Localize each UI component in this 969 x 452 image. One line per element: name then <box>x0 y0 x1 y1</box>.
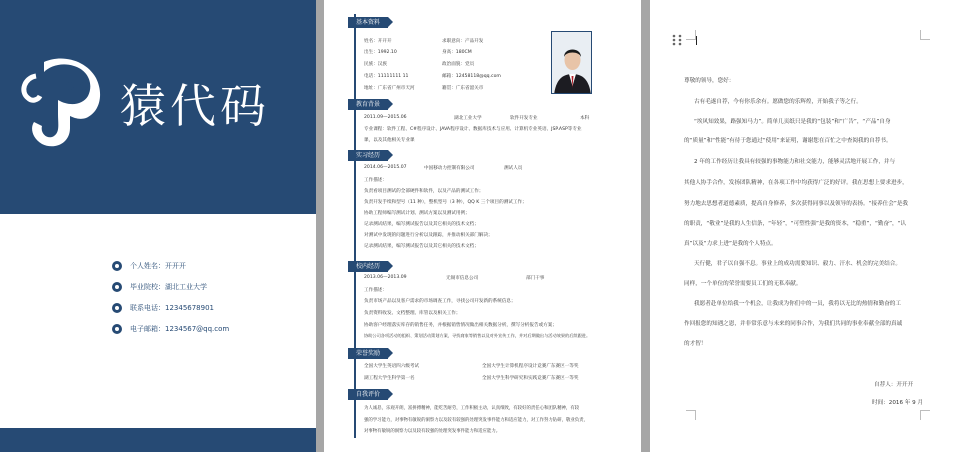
campus-line-2: 负责市场产品以及客户需求的市场调查工作，寻找公司开发新的系统信息； <box>364 299 516 304</box>
school-icon <box>112 282 122 292</box>
award-4: 全国大学生科学研究和实践竞赛广东赛区一等奖 <box>482 376 579 381</box>
section-campus: 校内经历 <box>348 261 388 272</box>
cover-bottom-band <box>0 428 316 452</box>
self-line-1: 为人诚恳，乐观开朗，富拼搏精神，能吃苦耐劳，工作积极主动，认真细致，有较好的责任心和团队精神，有较 <box>364 406 580 411</box>
letter-line-3: “埃风知效果，路强知马力”。简单几页纸只是我的“包装”和“广告”，“产品”自身 <box>694 119 891 125</box>
letter-line-12: 我愿者赴单位给我一个机会，让我成为你们中的一员，我将以无比的热情和勤奋的工 <box>694 301 901 307</box>
person-photo-icon <box>552 32 592 94</box>
letter-line-1: 尊敬的领导，您好： <box>684 78 735 84</box>
intern-role: 测试人员 <box>504 166 523 171</box>
intern-company: 中国移动力控制有限公司 <box>424 166 475 171</box>
letter-line-9: 真”以及“力求上进”是我的个人特点。 <box>684 241 777 247</box>
info-name: 个人姓名：开开开 <box>130 262 186 270</box>
intern-line-2: 负责看项目测试的全部硬件和软件，以及产品的测试工作； <box>364 189 484 194</box>
info-phone: 联系电话：12345678901 <box>130 304 214 312</box>
info-row-email <box>112 323 229 335</box>
self-line-3: 对事物有敏锐的洞察力以及较有较强的处理突发事件能力和适应能力。 <box>364 429 501 434</box>
letter-line-4: 的“质量”和“性能”有待于您通过“使用”来证明，谢谢您在百忙之中查阅我的自荐书。 <box>684 138 892 144</box>
intern-line-7: 记录测试结果，编写测试报告以及其它相关的技术文档； <box>364 244 479 249</box>
cover-info-list <box>112 260 229 344</box>
campus-role: 部门干事 <box>526 276 545 281</box>
basic-left-2: 出生：1992.10 <box>364 50 397 55</box>
section-basic: 基本资料 <box>348 17 388 28</box>
edu-degree: 本科 <box>580 116 590 121</box>
mail-icon <box>112 324 122 334</box>
drag-handle-icon[interactable] <box>672 34 682 46</box>
person-icon <box>112 261 122 271</box>
section-self: 自我评价 <box>348 389 388 400</box>
self-line-2: 强的学习能力，对事物有敏锐的洞察力以及较有较强的处理突发事件能力和适应能力，对工作努力钻研，敬业负责， <box>364 418 588 423</box>
basic-right-4: 邮箱：12458118@qq.com <box>442 74 501 79</box>
margin-corner-tl <box>686 30 696 40</box>
resume-page <box>324 0 641 452</box>
info-email: 电子邮箱：1234567@qq.com <box>130 325 230 333</box>
intern-line-5: 记录测试结果，编写测试报告以及其它相关的技术文档； <box>364 222 479 227</box>
campus-line-3: 负责资料收发、文档整理、库管以及相关工作； <box>364 311 461 316</box>
edu-line-2: 课，以及其他相关专业课 <box>364 138 415 143</box>
letter-line-7: 努力地去思想者道德素质，提高自身修养，多次获得同事以及领导的表扬。“接养仕会”是我 <box>684 201 908 207</box>
letter-line-2: 古有毛遂自荐，今有你乐余有。愿做您的乐辉煌，开始我子等之行。 <box>694 99 862 105</box>
intern-line-4: 协助工程师编写测试计划、测试方案以及测试用例； <box>364 211 470 216</box>
campus-date: 2013.06—2013.09 <box>364 275 407 280</box>
letter-line-11: 同样，一个单位的荣誉需要员工们的无私奉献。 <box>684 281 802 287</box>
intern-line-1: 工作描述： <box>364 178 387 183</box>
campus-line-4: 协助客户经理落实库存的销售任务，并根据销售情况做出相关数据分析，撰写分析报告或方案； <box>364 323 557 328</box>
monkey-logo-icon <box>14 56 106 152</box>
margin-corner-br <box>920 410 930 420</box>
award-1: 全国大学生英语四六级考试 <box>364 364 420 369</box>
intern-line-6: 对测试中发现的问题进行分析以及跟踪，并推动相关部门解决； <box>364 233 493 238</box>
edu-major: 软件开发专业 <box>510 116 538 121</box>
letter-line-10: 天行健，君子以自强不息。事业上的成功需要知识、毅力、汗水、机会的完美结合。 <box>694 261 901 267</box>
letter-line-8: 的职责，“敬业”是我的人生信条，“年轻”，“可塑性强”是我的资本，“稳重”，“勤奋”，“认 <box>684 221 907 227</box>
basic-right-1: 求职意向：产品开发 <box>442 39 484 44</box>
basic-right-3: 政治面貌：党员 <box>442 62 475 67</box>
letter-line-14: 的才智！ <box>684 341 707 347</box>
section-education: 教育背景 <box>348 99 388 110</box>
basic-left-1: 姓名：开开开 <box>364 39 392 44</box>
letter-signature: 自荐人：开开开 <box>874 382 914 388</box>
basic-left-5: 地址：广东省广州市天河 <box>364 86 415 91</box>
letter-date: 时间：2016 年 9 月 <box>872 400 924 406</box>
campus-line-1: 工作描述： <box>364 288 387 293</box>
basic-right-5: 籍贯：广东省韶关市 <box>442 86 484 91</box>
edu-school: 湖北工业大学 <box>454 116 482 121</box>
letter-line-13: 作回报您的知遇之恩，并非常乐意与未来的同事合作，为我们共同的事业奉献全部的真诚 <box>684 321 903 327</box>
campus-line-5: 协助公司各项活动的组织、策划活动策划方案，寻找商家等销售以及对外宣传工作，并对后期做出与活动效果的后续跟进。 <box>364 333 591 338</box>
text-cursor <box>696 36 697 45</box>
timeline-line <box>354 14 356 438</box>
brand-title: 猿代码 <box>120 79 270 133</box>
info-row-phone <box>112 302 229 314</box>
award-2: 全国大学生计算机程序设计竞赛广东赛区一等奖 <box>482 364 579 369</box>
section-internship: 实习经历 <box>348 150 388 161</box>
edu-date: 2011.09—2015.06 <box>364 115 407 120</box>
section-awards: 荣誉奖励 <box>348 348 388 359</box>
intern-date: 2014.06—2015.07 <box>364 165 407 170</box>
letter-page <box>650 0 969 452</box>
award-3: 湖工程大学生科学第一名 <box>364 376 415 381</box>
info-row-name <box>112 260 229 272</box>
info-school: 毕业院校：湖北工业大学 <box>130 283 207 291</box>
info-row-school <box>112 281 229 293</box>
basic-left-3: 民族：汉族 <box>364 62 387 67</box>
margin-corner-bl <box>686 410 696 420</box>
intern-line-3: 负责开发手续和型号（11 种），整机型号（3 种），QQ K 三个项目的测试工作； <box>364 200 527 205</box>
profile-photo <box>551 31 592 94</box>
letter-line-6: 其他人协手合作，发扬团队精神，在各项工作中均获得广泛的好评。我在思想上要求进步， <box>684 180 908 186</box>
phone-icon <box>112 303 122 313</box>
margin-corner-tr <box>920 30 930 40</box>
cover-page <box>0 0 316 452</box>
edu-line-1: 专业课程：软件工程、C#程序设计、JAVA程序设计、数据库技术与应用、计算机专业英语、JSP.ASP等专业 <box>364 127 582 132</box>
letter-line-5: 2 年的工作经历让我具有较强的事物能力和社交能力，能够灵活地开展工作，并与 <box>694 159 896 165</box>
campus-company: 无锡市信息公司 <box>446 276 479 281</box>
basic-right-2: 身高：180CM <box>442 50 472 55</box>
basic-left-4: 电话：11111111 11 <box>364 74 409 79</box>
